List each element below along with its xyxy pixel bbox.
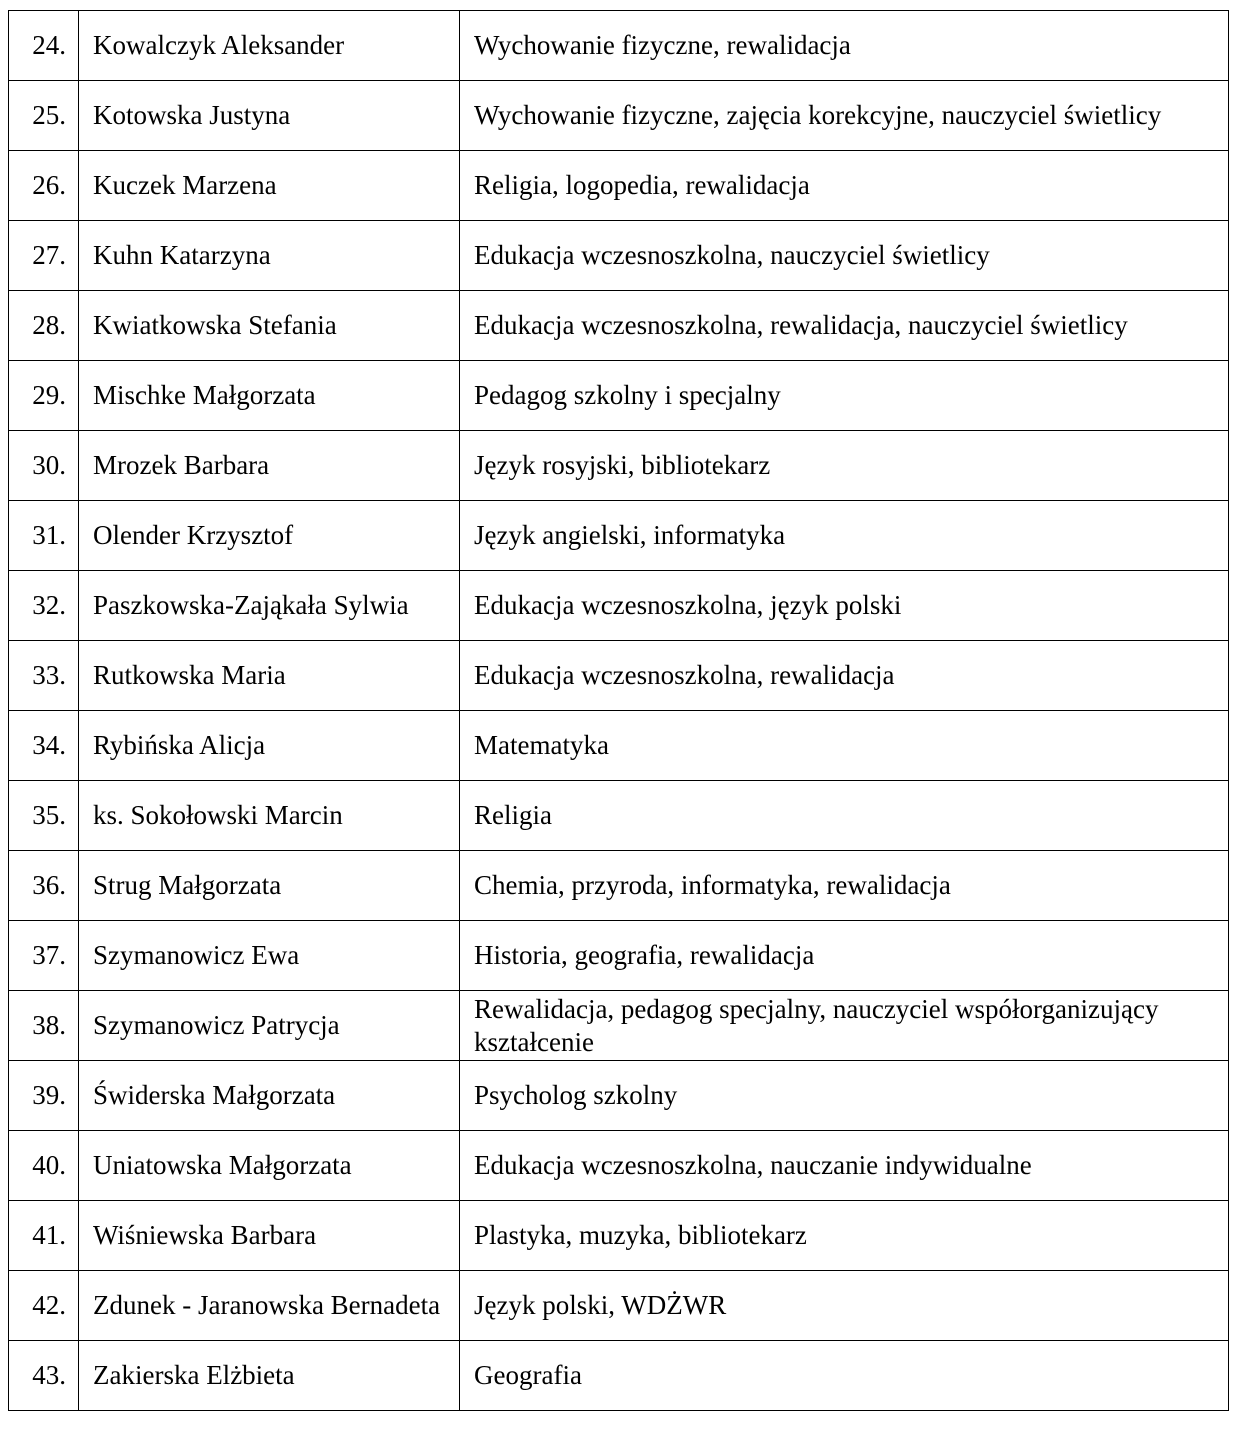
row-number: 41. (9, 1201, 79, 1271)
teacher-subjects: Wychowanie fizyczne, rewalidacja (460, 11, 1229, 81)
teacher-subjects: Religia, logopedia, rewalidacja (460, 151, 1229, 221)
table-row (9, 781, 1229, 851)
table-row (9, 1271, 1229, 1341)
teacher-subjects: Edukacja wczesnoszkolna, rewalidacja (460, 641, 1229, 711)
row-number: 25. (9, 81, 79, 151)
row-number: 33. (9, 641, 79, 711)
teacher-name: Szymanowicz Ewa (79, 921, 460, 991)
teacher-subjects: Język polski, WDŻWR (460, 1271, 1229, 1341)
row-number: 24. (9, 11, 79, 81)
teacher-name: Rutkowska Maria (79, 641, 460, 711)
table-row (9, 501, 1229, 571)
teacher-name: Mrozek Barbara (79, 431, 460, 501)
teacher-name: Świderska Małgorzata (79, 1061, 460, 1131)
table-row (9, 11, 1229, 81)
teacher-name: Kuhn Katarzyna (79, 221, 460, 291)
row-number: 40. (9, 1131, 79, 1201)
row-number: 37. (9, 921, 79, 991)
teacher-name: Rybińska Alicja (79, 711, 460, 781)
teacher-subjects: Edukacja wczesnoszkolna, nauczyciel świetlicy (460, 221, 1229, 291)
teacher-subjects: Geografia (460, 1341, 1229, 1411)
teacher-subjects: Wychowanie fizyczne, zajęcia korekcyjne, nauczyciel świetlicy (460, 81, 1229, 151)
table-row (9, 221, 1229, 291)
teacher-name: Kwiatkowska Stefania (79, 291, 460, 361)
teacher-name: Mischke Małgorzata (79, 361, 460, 431)
teacher-subjects: Edukacja wczesnoszkolna, nauczanie indywidualne (460, 1131, 1229, 1201)
table-row (9, 291, 1229, 361)
table-row (9, 711, 1229, 781)
teacher-name: ks. Sokołowski Marcin (79, 781, 460, 851)
row-number: 34. (9, 711, 79, 781)
teacher-name: Kuczek Marzena (79, 151, 460, 221)
staff-table-body (9, 11, 1229, 1411)
teacher-name: Wiśniewska Barbara (79, 1201, 460, 1271)
row-number: 35. (9, 781, 79, 851)
teacher-subjects: Religia (460, 781, 1229, 851)
row-number: 32. (9, 571, 79, 641)
row-number: 38. (9, 991, 79, 1061)
table-row (9, 1341, 1229, 1411)
teacher-subjects: Język angielski, informatyka (460, 501, 1229, 571)
teacher-subjects: Historia, geografia, rewalidacja (460, 921, 1229, 991)
teacher-subjects: Rewalidacja, pedagog specjalny, nauczyciel współorganizujący kształcenie (460, 991, 1229, 1061)
teacher-name: Kotowska Justyna (79, 81, 460, 151)
table-row (9, 361, 1229, 431)
teacher-name: Strug Małgorzata (79, 851, 460, 921)
table-row (9, 851, 1229, 921)
row-number: 29. (9, 361, 79, 431)
teacher-name: Zakierska Elżbieta (79, 1341, 460, 1411)
teacher-name: Olender Krzysztof (79, 501, 460, 571)
teacher-subjects: Edukacja wczesnoszkolna, język polski (460, 571, 1229, 641)
teacher-subjects: Chemia, przyroda, informatyka, rewalidacja (460, 851, 1229, 921)
table-row (9, 1061, 1229, 1131)
table-row (9, 991, 1229, 1061)
teacher-name: Kowalczyk Aleksander (79, 11, 460, 81)
teacher-name: Uniatowska Małgorzata (79, 1131, 460, 1201)
teacher-subjects: Pedagog szkolny i specjalny (460, 361, 1229, 431)
teacher-subjects: Język rosyjski, bibliotekarz (460, 431, 1229, 501)
row-number: 42. (9, 1271, 79, 1341)
teacher-name: Szymanowicz Patrycja (79, 991, 460, 1061)
row-number: 30. (9, 431, 79, 501)
table-row (9, 431, 1229, 501)
row-number: 31. (9, 501, 79, 571)
row-number: 43. (9, 1341, 79, 1411)
table-row (9, 571, 1229, 641)
teacher-name: Paszkowska-Zająkała Sylwia (79, 571, 460, 641)
teacher-name: Zdunek - Jaranowska Bernadeta (79, 1271, 460, 1341)
row-number: 27. (9, 221, 79, 291)
teacher-subjects: Plastyka, muzyka, bibliotekarz (460, 1201, 1229, 1271)
table-row (9, 921, 1229, 991)
table-row (9, 1201, 1229, 1271)
row-number: 28. (9, 291, 79, 361)
table-row (9, 641, 1229, 711)
table-row (9, 1131, 1229, 1201)
teacher-subjects: Psycholog szkolny (460, 1061, 1229, 1131)
row-number: 36. (9, 851, 79, 921)
row-number: 26. (9, 151, 79, 221)
teacher-subjects: Matematyka (460, 711, 1229, 781)
row-number: 39. (9, 1061, 79, 1131)
table-row (9, 81, 1229, 151)
teacher-subjects: Edukacja wczesnoszkolna, rewalidacja, nauczyciel świetlicy (460, 291, 1229, 361)
table-row (9, 151, 1229, 221)
staff-table (8, 10, 1229, 1411)
